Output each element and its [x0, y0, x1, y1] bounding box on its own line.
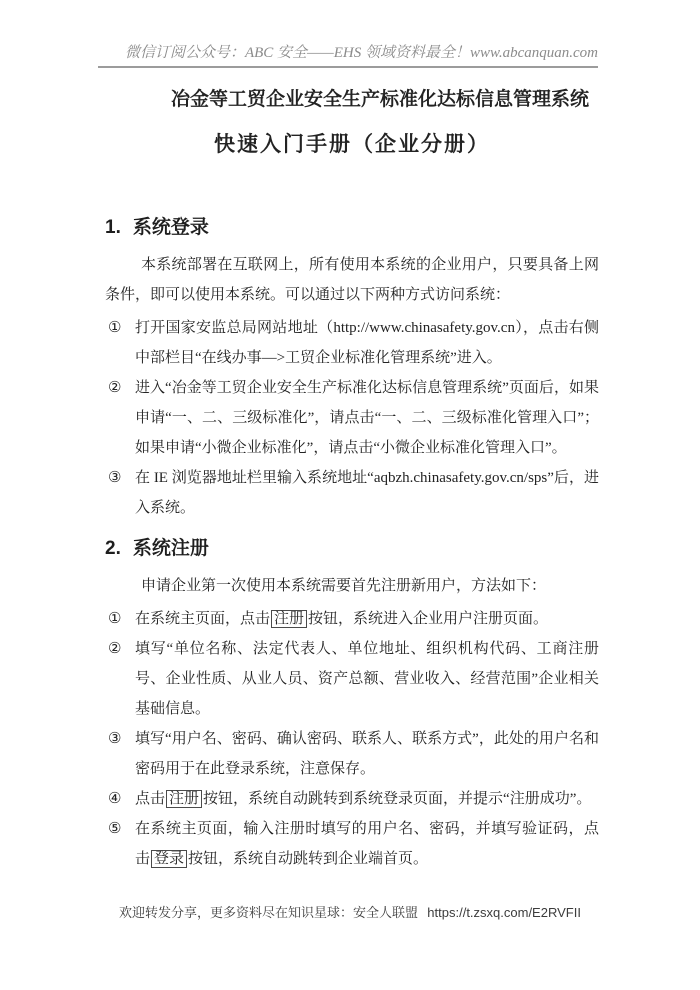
step-text: [135, 724, 599, 784]
page-footer: [0, 904, 700, 922]
footer-share-text: 欢迎转发分享，更多资料尽在知识星球：安全人联盟: [119, 905, 419, 920]
step-text: [135, 634, 599, 724]
step-item: [105, 463, 599, 523]
step-number: ①: [108, 611, 122, 627]
section-intro: 本系统部署在互联网上，所有使用本系统的企业用户，只要具备上网条件，即可以使用本系统。可以通过以下两种方式访问系统：: [105, 257, 599, 303]
step-text: [135, 814, 599, 874]
step-item: [105, 313, 599, 373]
step-text: [135, 313, 599, 373]
step-number: ③: [108, 470, 122, 486]
step-text-segment: 在系统主页面，输入注册时填写的用户名、密码，并填写验证码，点击: [135, 821, 599, 867]
section-heading: [105, 536, 599, 562]
step-item: [105, 604, 599, 634]
page-header: [98, 44, 598, 68]
boxed-button-word: 注册: [271, 610, 307, 628]
section-heading-number: 2.: [105, 538, 121, 559]
document-title: 冶金等工贸企业安全生产标准化达标信息管理系统: [170, 89, 589, 110]
step-number: ②: [108, 380, 122, 396]
step-item: [105, 784, 599, 814]
step-text-segment: 在 IE 浏览器地址栏里输入系统地址“aqbzh.chinasafety.gov.cn/sps”后，进入系统。: [135, 470, 599, 516]
step-item: [105, 724, 599, 784]
footer-url: https://t.zsxq.com/E2RVFII: [427, 905, 581, 920]
step-item: [105, 634, 599, 724]
step-text-segment: 填写“单位名称、法定代表人、单位地址、组织机构代码、工商注册号、企业性质、从业人员、资产总额、营业收入、经营范围”企业相关基础信息。: [135, 641, 599, 717]
step-text-segment: 点击: [135, 791, 166, 807]
step-text-segment: 按钮，系统进入企业用户注册页面。: [308, 611, 549, 627]
step-text-segment: 填写“用户名、密码、确认密码、联系人、联系方式”，此处的用户名和密码用于在此登录系统，注意保存。: [135, 731, 599, 777]
section-heading: [105, 215, 599, 241]
steps-list: [105, 313, 599, 523]
document-subtitle: 快速入门手册（企业分册）: [214, 133, 490, 156]
step-text-segment: 在系统主页面，点击: [135, 611, 271, 627]
step-number: ⑤: [108, 821, 122, 837]
boxed-button-word: 登录: [151, 850, 187, 868]
section-heading-number: 1.: [105, 217, 121, 238]
step-text: [135, 463, 599, 523]
step-text-segment: 按钮，系统自动跳转到系统登录页面，并提示“注册成功”。: [203, 791, 592, 807]
section: [105, 536, 599, 874]
document-content: [105, 88, 599, 874]
step-text-segment: 进入“冶金等工贸企业安全生产标准化达标信息管理系统”页面后，如果申请“一、二、三级标准化”，请点击“一、二、三级标准化管理入口”；如果申请“小微企业标准化”，请点击“小微企业标准化管理入口”。: [135, 380, 599, 456]
sections-container: [105, 215, 599, 874]
step-number: ④: [108, 791, 122, 807]
section-intro: 申请企业第一次使用本系统需要首先注册新用户，方法如下：: [141, 578, 547, 594]
step-item: [105, 373, 599, 463]
step-text-segment: 打开国家安监总局网站地址（http://www.chinasafety.gov.cn），点击右侧中部栏目“在线办事—>工贸企业标准化管理系统”进入。: [135, 320, 599, 366]
step-text: [135, 373, 599, 463]
steps-list: [105, 604, 599, 874]
step-text: [135, 784, 599, 814]
section: [105, 215, 599, 523]
step-number: ①: [108, 320, 122, 336]
section-heading-label: 系统登录: [132, 217, 209, 238]
step-item: [105, 814, 599, 874]
header-promo-text: 微信订阅公众号：ABC 安全——EHS 领域资料最全！www.abcanquan.com: [124, 45, 598, 61]
step-text: [135, 604, 599, 634]
step-number: ③: [108, 731, 122, 747]
boxed-button-word: 注册: [166, 790, 202, 808]
step-text-segment: 按钮，系统自动跳转到企业端首页。: [188, 851, 429, 867]
section-heading-label: 系统注册: [132, 538, 209, 559]
step-number: ②: [108, 641, 122, 657]
